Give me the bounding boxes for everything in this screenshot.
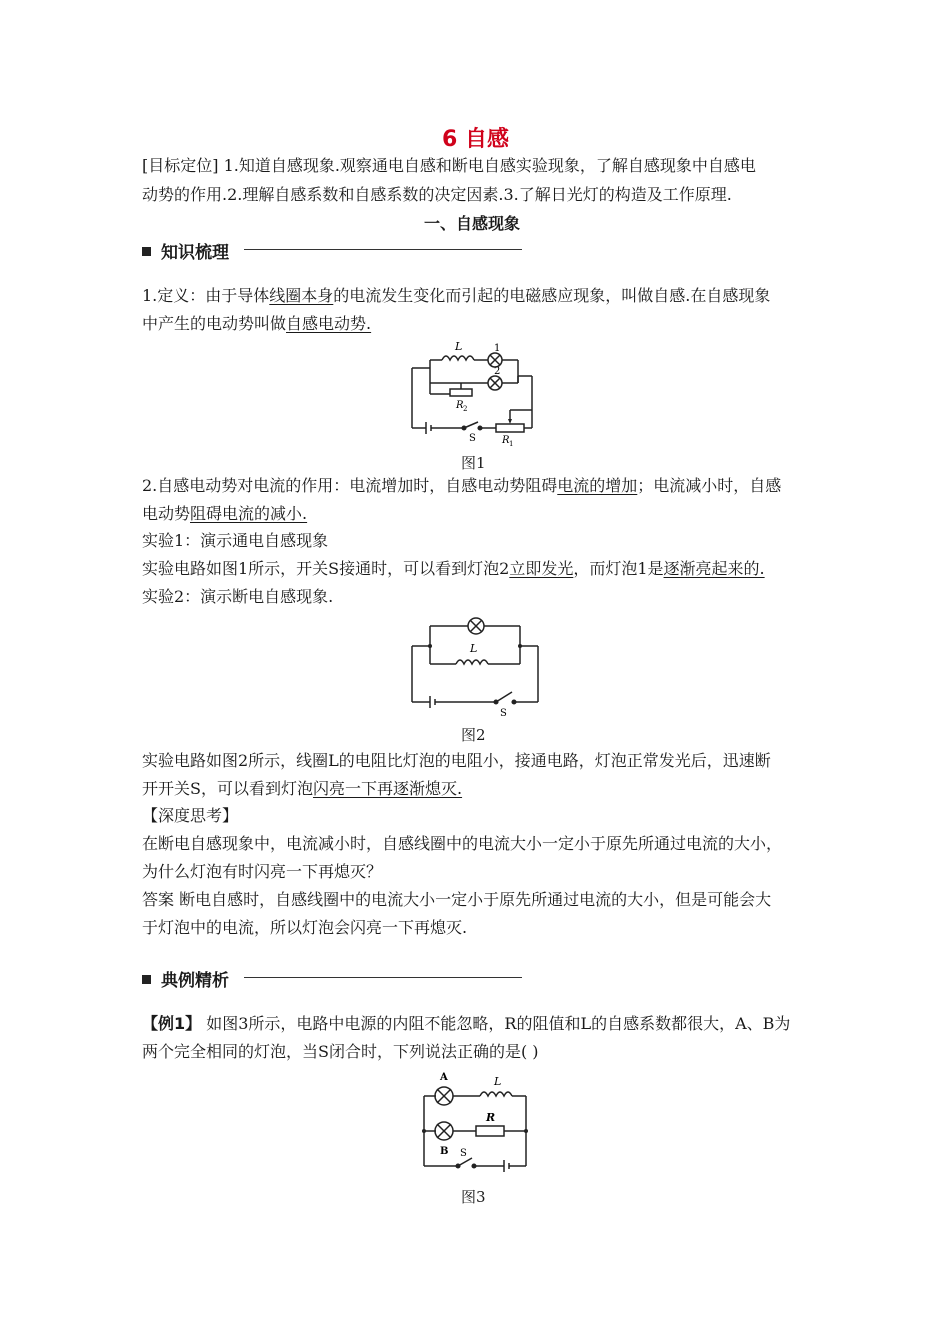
resistor-r1-subscript: 1 bbox=[509, 440, 514, 448]
deep-answer-line-1: 答案 断电自感时，自感线圈中的电流大小一定小于原先所通过电流的大小，但是可能会大 bbox=[142, 890, 772, 909]
bullet-square-icon bbox=[142, 247, 151, 256]
inductor-label: L bbox=[455, 340, 463, 353]
effect-text: ；电流减小时，自感 bbox=[637, 476, 782, 495]
effect-blank: 阻碍电流的减小. bbox=[190, 504, 308, 523]
lamp-a-label: A bbox=[440, 1072, 448, 1083]
deep-question-line-1: 在断电自感现象中，电流减小时，自感线圈中的电流大小一定小于原先所通过电流的大小， bbox=[142, 834, 783, 853]
inductor-label: L bbox=[494, 1075, 502, 1088]
switch-label: S bbox=[460, 1148, 467, 1159]
circuit-figure-3 bbox=[410, 1068, 540, 1178]
page-title: 6 自感 bbox=[442, 127, 509, 152]
effect-line-2 bbox=[142, 504, 307, 524]
definition-text: 中产生的电动势叫做 bbox=[142, 314, 287, 333]
experiment-2-desc-line-2 bbox=[142, 779, 462, 799]
effect-text: 2.自感电动势对电流的作用：电流增加时，自感电动势阻碍 bbox=[142, 476, 558, 495]
resistor-r1-label: R bbox=[502, 435, 510, 446]
section-label: 知识梳理 bbox=[161, 243, 229, 263]
effect-blank: 电流的增加 bbox=[557, 476, 638, 495]
definition-blank: 线圈本身 bbox=[269, 286, 334, 305]
deep-question-line-2: 为什么灯泡有时闪亮一下再熄灭？ bbox=[142, 862, 383, 881]
definition-line-2 bbox=[142, 314, 371, 334]
effect-text: 电动势 bbox=[142, 504, 191, 523]
section-rule bbox=[244, 977, 522, 978]
objectives-line-1: [目标定位] 1.知道自感现象.观察通电自感和断电自感实验现象，了解自感现象中自感电 bbox=[142, 156, 756, 175]
experiment-text: ，而灯泡1是 bbox=[573, 559, 664, 578]
bullet-square-icon bbox=[142, 975, 151, 984]
switch-label: S bbox=[500, 708, 507, 719]
section-label: 典例精析 bbox=[161, 971, 229, 991]
figure-1-caption: 图1 bbox=[461, 454, 486, 472]
bulb-1-label: 1 bbox=[494, 343, 501, 354]
example-1-line-1 bbox=[142, 1014, 790, 1034]
experiment-2-title: 实验2：演示断电自感现象. bbox=[142, 587, 334, 606]
effect-line-1 bbox=[142, 476, 781, 496]
part-heading: 一、自感现象 bbox=[424, 214, 521, 233]
deep-thinking-label: 【深度思考】 bbox=[142, 806, 239, 825]
bulb-2-label: 2 bbox=[494, 366, 501, 377]
experiment-1-title: 实验1：演示通电自感现象 bbox=[142, 531, 329, 550]
experiment-text: 开开关S，可以看到灯泡 bbox=[142, 779, 313, 798]
definition-line-1 bbox=[142, 286, 770, 306]
resistor-r2-label: R bbox=[456, 400, 464, 411]
resistor-label: R bbox=[486, 1111, 496, 1124]
lamp-b-label: B bbox=[440, 1146, 449, 1157]
experiment-text: 实验电路如图1所示，开关S接通时，可以看到灯泡2 bbox=[142, 559, 510, 578]
definition-blank: 自感电动势. bbox=[286, 314, 372, 333]
figure-2-caption: 图2 bbox=[461, 726, 486, 744]
switch-label: S bbox=[469, 433, 476, 444]
circuit-figure-2 bbox=[400, 612, 550, 722]
objectives-line-2: 动势的作用.2.理解自感系数和自感系数的决定因素.3.了解日光灯的构造及工作原理. bbox=[142, 185, 732, 204]
experiment-blank: 逐渐亮起来的. bbox=[663, 559, 765, 578]
definition-text: 的电流发生变化而引起的电磁感应现象，叫做自感.在自感现象 bbox=[333, 286, 771, 305]
inductor-label: L bbox=[470, 642, 478, 655]
experiment-1-desc bbox=[142, 559, 765, 579]
figure-3-caption: 图3 bbox=[461, 1188, 486, 1206]
circuit-figure-1 bbox=[400, 338, 545, 448]
section-heading-examples bbox=[142, 966, 229, 991]
section-heading-knowledge bbox=[142, 238, 229, 263]
example-text: 如图3所示，电路中电源的内阻不能忽略，R的阻值和L的自感系数都很大，A、B为 bbox=[201, 1014, 791, 1033]
example-1-line-2: 两个完全相同的灯泡，当S闭合时，下列说法正确的是( ) bbox=[142, 1042, 539, 1061]
deep-answer-line-2: 于灯泡中的电流，所以灯泡会闪亮一下再熄灭. bbox=[142, 918, 468, 937]
experiment-2-desc-line-1: 实验电路如图2所示，线圈L的电阻比灯泡的电阻小，接通电路，灯泡正常发光后，迅速断 bbox=[142, 751, 771, 770]
example-tag: 【例1】 bbox=[142, 1014, 202, 1033]
section-rule bbox=[244, 249, 522, 250]
experiment-blank: 闪亮一下再逐渐熄灭. bbox=[312, 779, 463, 798]
experiment-blank: 立即发光 bbox=[509, 559, 574, 578]
definition-text: 1.定义：由于导体 bbox=[142, 286, 270, 305]
resistor-r2-subscript: 2 bbox=[463, 405, 468, 413]
